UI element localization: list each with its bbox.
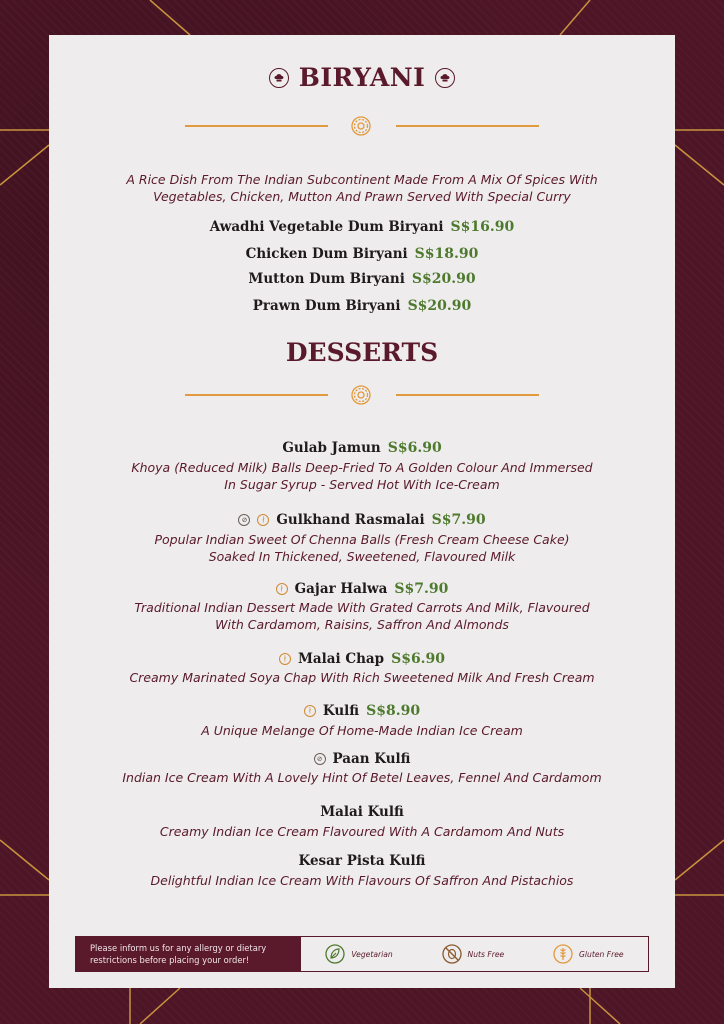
menu-page [49, 35, 675, 988]
flower-ornament-icon [351, 116, 371, 136]
legend-gluten-free: Gluten Free [553, 944, 624, 964]
item-name: Paan Kulfi [332, 751, 411, 767]
item-price: S$20.90 [411, 271, 476, 287]
gluten-free-icon: ∤ [304, 705, 316, 717]
dietary-footer [75, 936, 649, 972]
item-price: S$18.90 [414, 246, 479, 262]
menu-item [49, 512, 675, 528]
item-description: Delightful Indian Ice Cream With Flavours Of Saffron And Pistachios [150, 873, 574, 888]
item-description: Creamy Indian Ice Cream Flavoured With A Cardamom And Nuts [159, 824, 565, 839]
menu-item [49, 703, 675, 719]
flower-ornament-icon [351, 385, 371, 405]
item-name: Chicken Dum Biryani [245, 246, 408, 262]
allergy-notice: Please inform us for any allergy or dietary restrictions before placing your order! [76, 937, 301, 971]
wheat-icon [553, 944, 573, 964]
item-description: Creamy Marinated Soya Chap With Rich Sweetened Milk And Fresh Cream [129, 670, 595, 685]
gluten-free-icon: ∤ [276, 583, 288, 595]
gluten-free-icon: ∤ [257, 514, 269, 526]
menu-item [49, 751, 675, 767]
item-description: Traditional Indian Dessert Made With Grated Carrots And Milk, Flavoured With Cardamom, Raisins, Saffron And Almonds [134, 600, 590, 632]
nuts-free-icon [442, 944, 462, 964]
item-name: Mutton Dum Biryani [248, 271, 405, 287]
item-name: Gajar Halwa [294, 581, 388, 597]
biryani-description: A Rice Dish From The Indian Subcontinent Made From A Mix Of Spices With Vegetables, Chicken, Mutton And Prawn Served With Special Curry [126, 172, 598, 204]
item-price: S$7.90 [394, 581, 449, 597]
item-name: Gulab Jamun [282, 440, 381, 456]
menu-item [49, 804, 675, 820]
biryani-title: BIRYANI [298, 63, 426, 92]
menu-item [49, 271, 675, 287]
menu-item [49, 298, 675, 314]
item-name: Kulfi [322, 703, 360, 719]
item-name: Gulkhand Rasmalai [276, 512, 425, 528]
section-divider [185, 385, 539, 405]
item-price: S$16.90 [450, 219, 515, 235]
legend-nuts-free: Nuts Free [442, 944, 505, 964]
nuts-free-icon: ⊘ [314, 753, 326, 765]
chef-hat-icon [269, 68, 289, 88]
item-description: Indian Ice Cream With A Lovely Hint Of Betel Leaves, Fennel And Cardamom [122, 770, 602, 785]
item-description: Khoya (Reduced Milk) Balls Deep-Fried To A Golden Colour And Immersed In Sugar Syrup - Served Hot With Ice-Cream [131, 460, 593, 492]
legend-vegetarian: Vegetarian [325, 944, 392, 964]
item-name: Prawn Dum Biryani [252, 298, 401, 314]
nuts-free-icon: ⊘ [238, 514, 250, 526]
item-name: Malai Chap [297, 651, 385, 667]
item-name: Awadhi Vegetable Dum Biryani [209, 219, 444, 235]
item-price: S$20.90 [407, 298, 472, 314]
item-price: S$7.90 [431, 512, 486, 528]
menu-item [49, 246, 675, 262]
item-price: S$6.90 [391, 651, 446, 667]
item-name: Malai Kulfi [320, 804, 404, 820]
menu-item [49, 219, 675, 235]
menu-item [49, 853, 675, 869]
menu-item [49, 651, 675, 667]
item-name: Kesar Pista Kulfi [298, 853, 426, 869]
gluten-free-icon: ∤ [279, 653, 291, 665]
menu-item [49, 581, 675, 597]
desserts-title: DESSERTS [285, 338, 439, 367]
menu-item [49, 440, 675, 456]
item-price: S$6.90 [387, 440, 442, 456]
chef-hat-icon [435, 68, 455, 88]
dietary-legend [301, 937, 648, 971]
item-description: A Unique Melange Of Home-Made Indian Ice Cream [201, 723, 523, 738]
leaf-icon [325, 944, 345, 964]
item-price: S$8.90 [366, 703, 421, 719]
biryani-header [49, 63, 675, 92]
item-description: Popular Indian Sweet Of Chenna Balls (Fresh Cream Cheese Cake) Soaked In Thickened, Sweetened, Flavoured Milk [154, 532, 570, 564]
section-divider [185, 116, 539, 136]
